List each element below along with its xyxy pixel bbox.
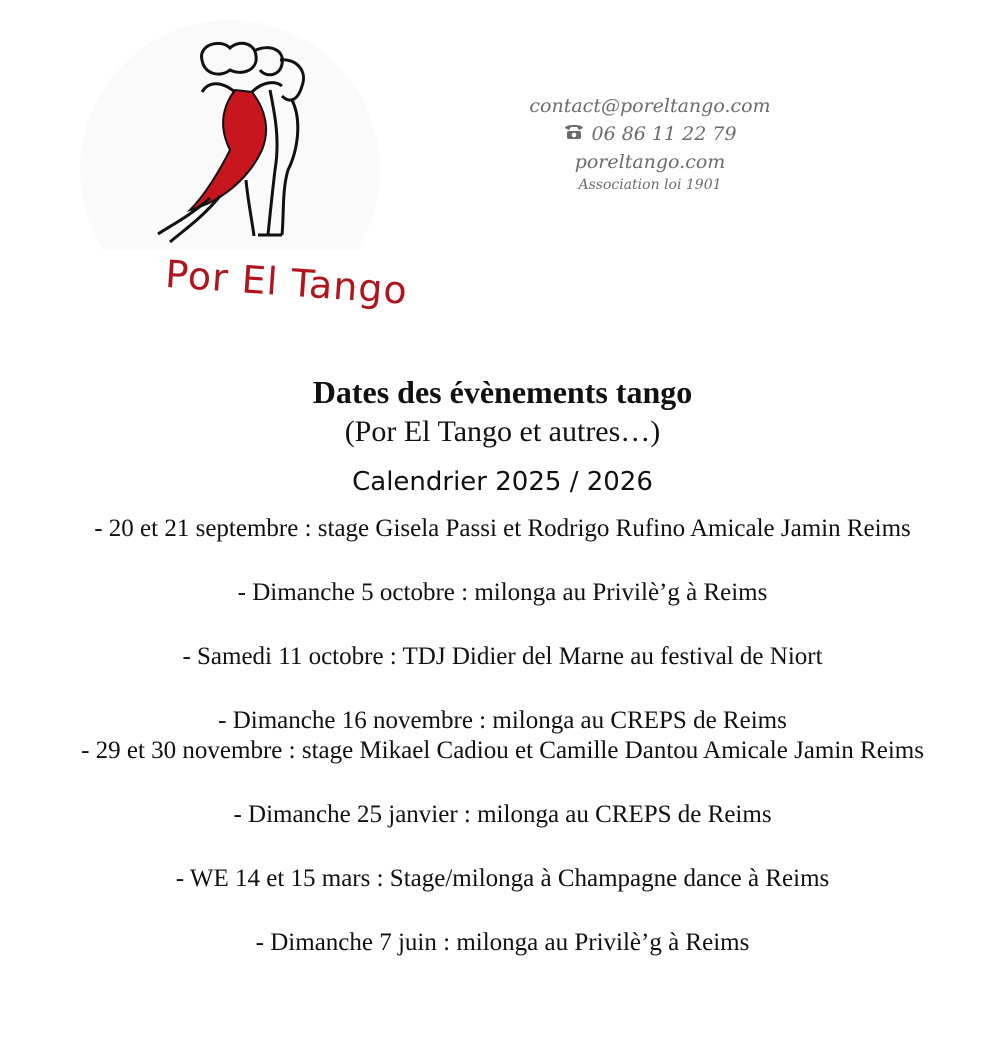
- logo-wordmark: Por El Tango: [163, 252, 410, 313]
- event-item: - Dimanche 25 janvier : milonga au CREPS de Reims: [233, 801, 772, 828]
- por-el-tango-logo: [70, 20, 410, 330]
- event-item: - Dimanche 16 novembre : milonga au CREPS de Reims: [218, 707, 787, 734]
- event-item: - Dimanche 5 octobre : milonga au Privilè’g à Reims: [237, 579, 768, 606]
- contact-phone-row: [460, 120, 840, 148]
- contact-website[interactable]: poreltango.com: [574, 151, 726, 173]
- event-item: - WE 14 et 15 mars : Stage/milonga à Champagne dance à Reims: [175, 865, 830, 892]
- events-section: [0, 372, 1005, 958]
- event-item: - 29 et 30 novembre : stage Mikael Cadiou et Camille Dantou Amicale Jamin Reims: [81, 737, 924, 764]
- page-title: Dates des évènements tango: [312, 374, 693, 410]
- event-item: - Samedi 11 octobre : TDJ Didier del Marne au festival de Niort: [182, 643, 823, 670]
- page-subtitle: (Por El Tango et autres…): [344, 415, 661, 448]
- event-item: - 20 et 21 septembre : stage Gisela Passi et Rodrigo Rufino Amicale Jamin Reims: [94, 515, 911, 542]
- contact-block: [460, 92, 840, 194]
- contact-phone[interactable]: 06 86 11 22 79: [591, 123, 737, 145]
- event-item: - Dimanche 7 juin : milonga au Privilè’g à Reims: [255, 929, 750, 956]
- calendar-heading: Calendrier 2025 / 2026: [352, 467, 653, 497]
- event-list: [0, 514, 1005, 958]
- telephone-icon: [563, 122, 585, 140]
- association-note: Association loi 1901: [578, 177, 722, 193]
- dancers-illustration: [70, 20, 390, 250]
- contact-email[interactable]: contact@poreltango.com: [529, 95, 771, 117]
